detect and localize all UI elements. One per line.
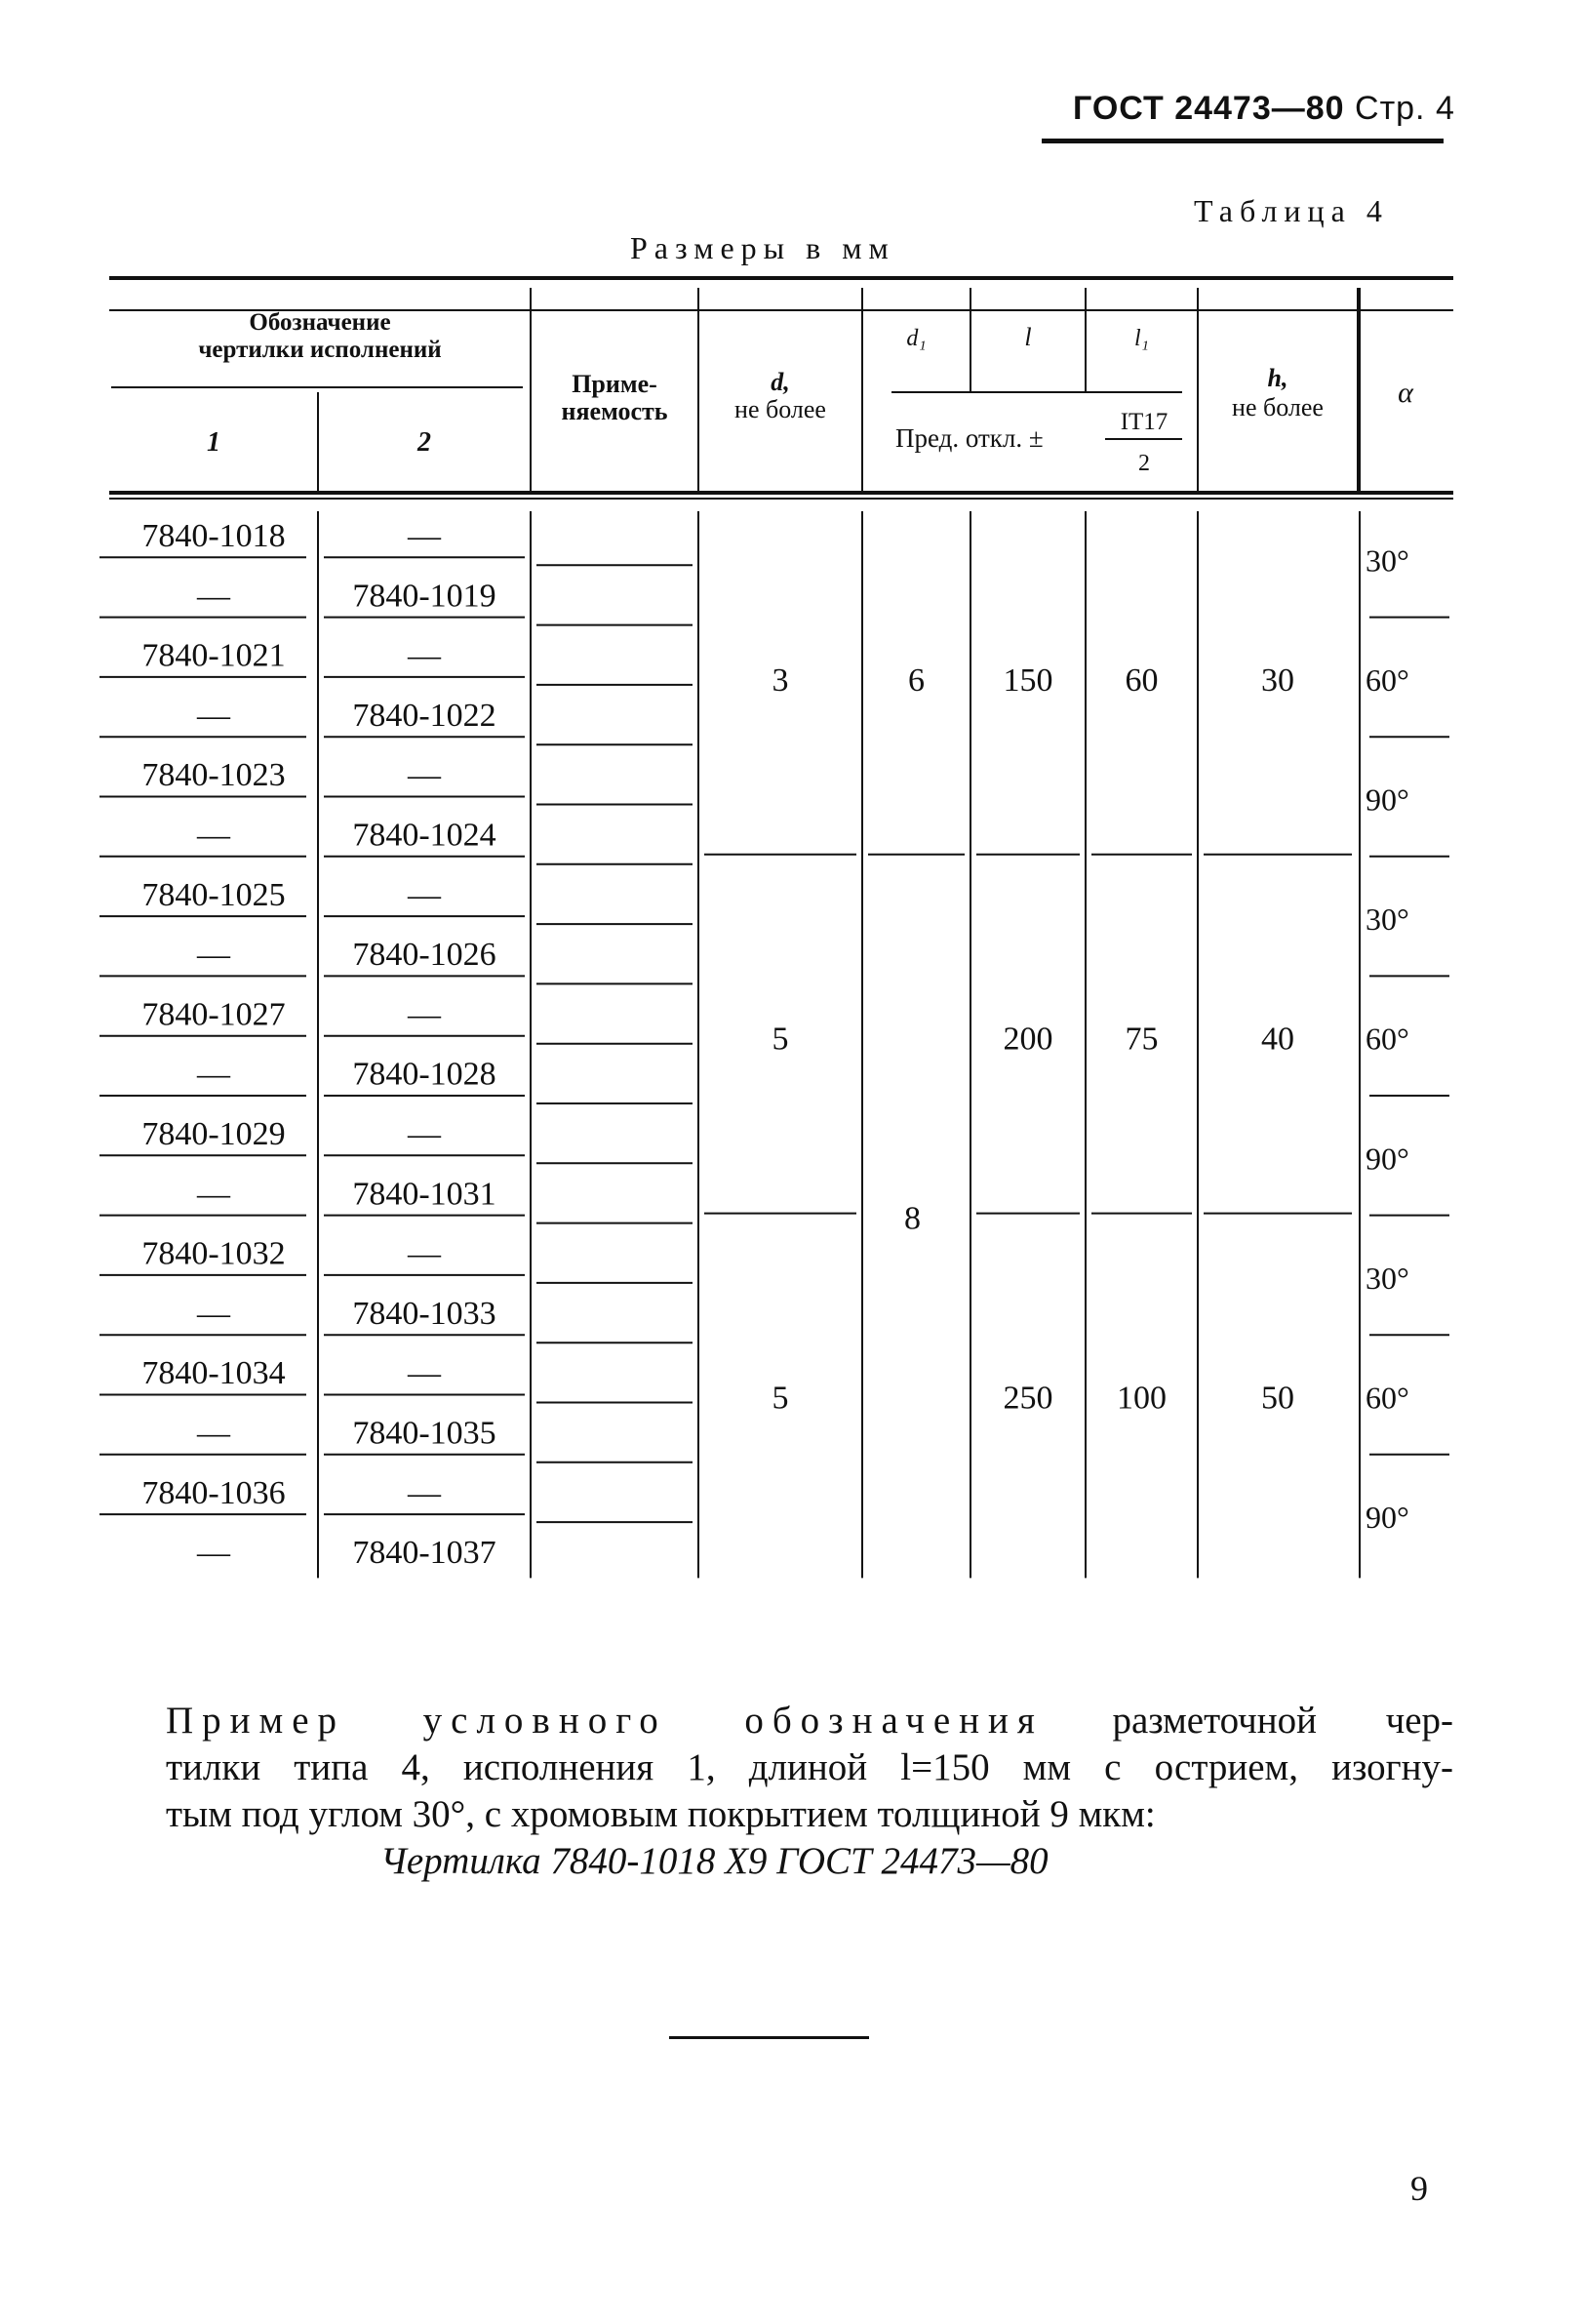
cell-l: 250 — [1003, 1380, 1053, 1417]
cell-alpha: 60° — [1366, 661, 1409, 698]
cell-alpha: 90° — [1366, 1141, 1409, 1177]
cell-designation-1: 7840-1023 — [141, 757, 286, 794]
table-units: Размеры в мм — [630, 230, 895, 265]
header-alpha: α — [1398, 377, 1413, 409]
cell-designation-2: 7840-1033 — [352, 1295, 496, 1332]
cell-designation-1: 7840-1027 — [141, 996, 286, 1033]
example-line-1 — [166, 1698, 1453, 1744]
cell-alpha: 30° — [1366, 1260, 1409, 1296]
cell-designation-2: 7840-1028 — [352, 1056, 496, 1093]
cell-designation-2: — — [408, 996, 441, 1033]
cell-designation-1: 7840-1032 — [141, 1235, 286, 1272]
example-designation: Чертилка 7840-1018 Х9 ГОСТ 24473—80 — [380, 1840, 1049, 1882]
end-rule — [669, 2036, 869, 2039]
cell-alpha: 90° — [1366, 1500, 1409, 1536]
cell-designation-1: — — [197, 1535, 230, 1572]
cell-designation-2: 7840-1024 — [352, 817, 496, 854]
cell-designation-2: — — [408, 1235, 441, 1272]
cell-h: 40 — [1261, 1021, 1294, 1058]
header-l: l — [1024, 323, 1032, 351]
cell-designation-1: 7840-1021 — [141, 637, 286, 674]
header-d: d, — [771, 368, 790, 396]
cell-h: 50 — [1261, 1380, 1294, 1417]
header-applicability: Приме- — [572, 370, 657, 398]
cell-designation-2: — — [408, 757, 441, 794]
example-line-1-rest: разметочной чер- — [1112, 1700, 1453, 1742]
header-d1: d₁ — [906, 326, 927, 351]
table-title: Таблица 4 — [1194, 193, 1389, 228]
header-d: не более — [734, 395, 826, 423]
header-col2: 2 — [417, 427, 431, 458]
header-tolerance-prefix: Пред. откл. ± — [895, 423, 1044, 453]
cell-alpha: 90° — [1366, 781, 1409, 818]
cell-designation-1: — — [197, 937, 230, 974]
example-line-1-lead: Пример условного обозначения — [166, 1700, 1044, 1742]
cell-d: 3 — [772, 661, 789, 699]
header-tolerance-denominator: 2 — [1138, 451, 1150, 476]
cell-alpha: 60° — [1366, 1021, 1409, 1057]
cell-designation-1: 7840-1025 — [141, 876, 286, 913]
example-line-3: тым под углом 30°, с хромовым покрытием толщиной 9 мкм: — [166, 1793, 1156, 1835]
page-number: 9 — [1410, 2169, 1428, 2208]
cell-designation-2: 7840-1022 — [352, 697, 496, 734]
cell-designation-1: — — [197, 817, 230, 854]
cell-designation-2: 7840-1035 — [352, 1415, 496, 1452]
example-paragraph — [166, 1698, 1453, 1885]
cell-designation-1: 7840-1018 — [141, 518, 286, 554]
cell-designation-2: — — [408, 1116, 441, 1152]
header-col1: 1 — [207, 427, 220, 458]
cell-designation-2: 7840-1026 — [352, 937, 496, 974]
header-h: не более — [1232, 393, 1324, 421]
cell-l: 200 — [1003, 1021, 1053, 1058]
cell-designation-1: — — [197, 578, 230, 615]
cell-designation-1: 7840-1036 — [141, 1474, 286, 1511]
cell-h: 30 — [1261, 661, 1294, 699]
header-applicability: няемость — [561, 397, 668, 425]
cell-designation-1: — — [197, 1415, 230, 1452]
cell-designation-1: 7840-1034 — [141, 1355, 286, 1392]
cell-alpha: 30° — [1366, 902, 1409, 938]
cell-designation-2: 7840-1019 — [352, 578, 496, 615]
cell-l1: 75 — [1125, 1021, 1159, 1058]
cell-d1: 8 — [904, 1200, 921, 1237]
cell-alpha: 60° — [1366, 1380, 1409, 1416]
cell-l1: 100 — [1117, 1380, 1167, 1417]
header-designation: Обозначение — [249, 309, 391, 336]
header-designation: чертилки исполнений — [198, 337, 442, 363]
cell-designation-1: — — [197, 697, 230, 734]
cell-designation-1: — — [197, 1056, 230, 1093]
cell-l1: 60 — [1125, 661, 1159, 699]
cell-designation-1: 7840-1029 — [141, 1116, 286, 1152]
cell-d: 5 — [772, 1021, 789, 1058]
standard-number: ГОСТ 24473—80 — [1073, 90, 1345, 127]
cell-designation-2: — — [408, 1355, 441, 1392]
page-label: Стр. 4 — [1355, 90, 1455, 127]
cell-designation-2: — — [408, 876, 441, 913]
header-h: h, — [1267, 364, 1288, 392]
cell-l: 150 — [1003, 661, 1053, 699]
cell-designation-2: — — [408, 518, 441, 554]
example-line-2: тилки типа 4, исполнения 1, длиной l=150 мм с острием, изогну- — [166, 1746, 1453, 1788]
cell-designation-1: — — [197, 1176, 230, 1213]
cell-d1: 6 — [908, 661, 925, 699]
cell-designation-2: 7840-1031 — [352, 1176, 496, 1213]
cell-d: 5 — [772, 1380, 789, 1417]
header-l1: l₁ — [1133, 326, 1150, 351]
cell-designation-2: — — [408, 1474, 441, 1511]
cell-designation-2: 7840-1037 — [352, 1535, 496, 1572]
header-tolerance-numerator: IT17 — [1120, 409, 1168, 435]
cell-alpha: 30° — [1366, 542, 1409, 579]
cell-designation-2: — — [408, 637, 441, 674]
cell-designation-1: — — [197, 1295, 230, 1332]
